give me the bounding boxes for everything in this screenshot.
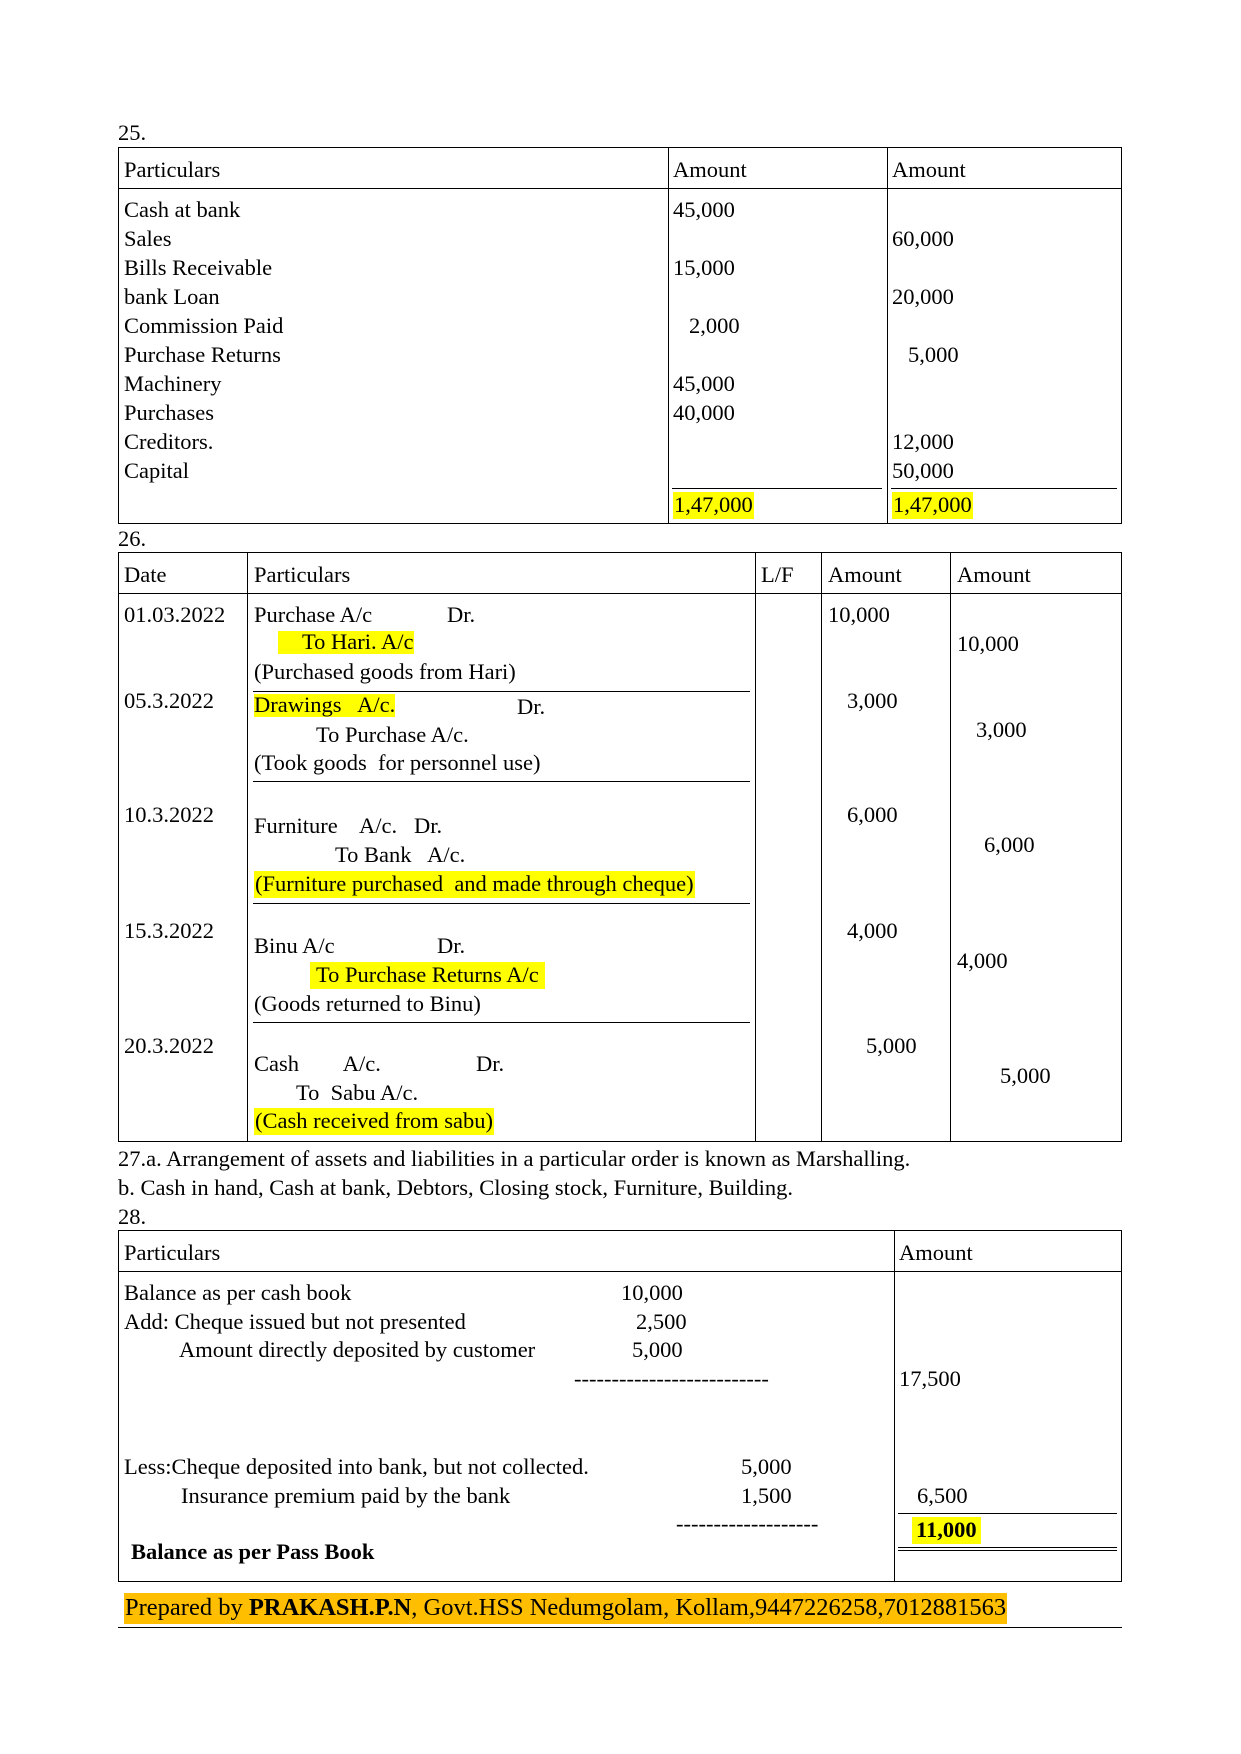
journal-debit-amount: 3,000 (847, 688, 898, 713)
journal-debit-amount: 6,000 (847, 802, 898, 827)
q25-total-debit: 1,47,000 (674, 492, 753, 517)
table-cell: Commission Paid (124, 313, 284, 338)
journal-narration: (Purchased goods from Hari) (254, 659, 516, 684)
brs-add-2-label: Amount directly deposited by customer (179, 1337, 536, 1362)
brs-final-label: Balance as per Pass Book (131, 1539, 375, 1564)
journal-debit-account: Drawings A/c. (254, 692, 396, 717)
footer-prefix: Prepared by (125, 1594, 249, 1621)
q26-header-amount-credit: Amount (957, 562, 1031, 587)
table-cell: 5,000 (908, 342, 959, 367)
q26-header-date: Date (124, 562, 167, 587)
table-cell: 45,000 (673, 371, 735, 396)
journal-dr: Dr. (437, 933, 466, 958)
journal-debit-amount: 10,000 (828, 602, 890, 627)
q28-header-particulars: Particulars (124, 1240, 221, 1265)
journal-debit-account: Binu A/c (254, 933, 335, 958)
footer-author: PRAKASH.P.N (248, 1594, 412, 1621)
q26-number: 26. (118, 526, 147, 551)
prepared-by-footer (124, 1593, 1007, 1624)
table-cell: 20,000 (892, 284, 954, 309)
q26-header-particulars: Particulars (254, 562, 351, 587)
journal-debit-amount: 4,000 (847, 918, 898, 943)
journal-date: 05.3.2022 (124, 688, 214, 713)
journal-date: 10.3.2022 (124, 802, 214, 827)
brs-less-2-amount: 1,500 (741, 1483, 792, 1508)
brs-balance-cash-book-amount: 10,000 (621, 1280, 683, 1305)
journal-dr: Dr. (447, 602, 476, 627)
brs-less-2-label: Insurance premium paid by the bank (181, 1483, 511, 1508)
brs-add-2-amount: 5,000 (632, 1337, 683, 1362)
table-cell: 50,000 (892, 458, 954, 483)
journal-narration: (Furniture purchased and made through cheque) (255, 871, 694, 896)
table-cell: Bills Receivable (124, 255, 273, 280)
table-cell: Cash at bank (124, 197, 241, 222)
journal-debit-account: Purchase A/c (254, 602, 373, 627)
journal-credit-amount: 4,000 (957, 948, 1008, 973)
journal-date: 20.3.2022 (124, 1033, 214, 1058)
brs-less-1-label: Less:Cheque deposited into bank, but not collected. (124, 1454, 589, 1479)
brs-add-1-label: Add: Cheque issued but not presented (124, 1309, 466, 1334)
table-cell: Capital (124, 458, 189, 483)
brs-add-total: 17,500 (899, 1366, 961, 1391)
table-cell: Purchases (124, 400, 214, 425)
journal-dr: Dr. (517, 694, 546, 719)
brs-final-amount: 11,000 (912, 1517, 981, 1544)
journal-dr: Dr. (476, 1051, 505, 1076)
table-cell: 45,000 (673, 197, 735, 222)
brs-add-dashes: -------------------------- (574, 1366, 769, 1391)
table-cell: 60,000 (892, 226, 954, 251)
brs-balance-cash-book-label: Balance as per cash book (124, 1280, 352, 1305)
q25-number: 25. (118, 120, 147, 145)
q27-answer-a: 27.a. Arrangement of assets and liabilities in a particular order is known as Marshalling. (118, 1146, 911, 1171)
journal-credit-account: To Purchase Returns A/c (310, 962, 545, 989)
journal-credit-account: To Bank A/c. (335, 842, 466, 867)
journal-debit-account: Furniture A/c. Dr. (254, 813, 443, 838)
journal-narration: (Cash received from sabu) (255, 1108, 494, 1133)
table-cell: 2,000 (689, 313, 740, 338)
journal-narration: (Goods returned to Binu) (254, 991, 481, 1016)
journal-date: 01.03.2022 (124, 602, 226, 627)
brs-add-1-amount: 2,500 (636, 1309, 687, 1334)
journal-credit-account: To Purchase A/c. (316, 722, 469, 747)
table-cell: 12,000 (892, 429, 954, 454)
brs-less-1-amount: 5,000 (741, 1454, 792, 1479)
brs-less-total: 6,500 (917, 1483, 968, 1508)
table-cell: bank Loan (124, 284, 220, 309)
q26-header-lf: L/F (761, 562, 794, 587)
journal-credit-amount: 5,000 (1000, 1063, 1051, 1088)
q26-header-amount-debit: Amount (828, 562, 902, 587)
q25-total-credit: 1,47,000 (893, 492, 972, 517)
journal-credit-amount: 3,000 (976, 717, 1027, 742)
footer-suffix: , Govt.HSS Nedumgolam, Kollam,9447226258,7012881563 (411, 1594, 1007, 1621)
journal-credit-amount: 6,000 (984, 832, 1035, 857)
table-cell: Sales (124, 226, 172, 251)
table-cell: 40,000 (673, 400, 735, 425)
q25-header-amount-debit: Amount (673, 157, 747, 182)
table-cell: Machinery (124, 371, 222, 396)
q28-header-amount: Amount (899, 1240, 973, 1265)
brs-less-dashes: ------------------- (676, 1511, 819, 1536)
q28-number: 28. (118, 1204, 147, 1229)
journal-date: 15.3.2022 (124, 918, 214, 943)
journal-narration: (Took goods for personnel use) (254, 750, 541, 775)
journal-credit-account: To Sabu A/c. (296, 1080, 419, 1105)
table-cell: 15,000 (673, 255, 735, 280)
journal-credit-amount: 10,000 (957, 631, 1019, 656)
journal-debit-amount: 5,000 (866, 1033, 917, 1058)
q25-header-particulars: Particulars (124, 157, 221, 182)
table-cell: Purchase Returns (124, 342, 281, 367)
journal-credit-account: To Hari. A/c (278, 631, 414, 654)
table-cell: Creditors. (124, 429, 214, 454)
journal-debit-account: Cash A/c. (254, 1051, 381, 1076)
q27-answer-b: b. Cash in hand, Cash at bank, Debtors, Closing stock, Furniture, Building. (118, 1175, 793, 1200)
q25-header-amount-credit: Amount (892, 157, 966, 182)
